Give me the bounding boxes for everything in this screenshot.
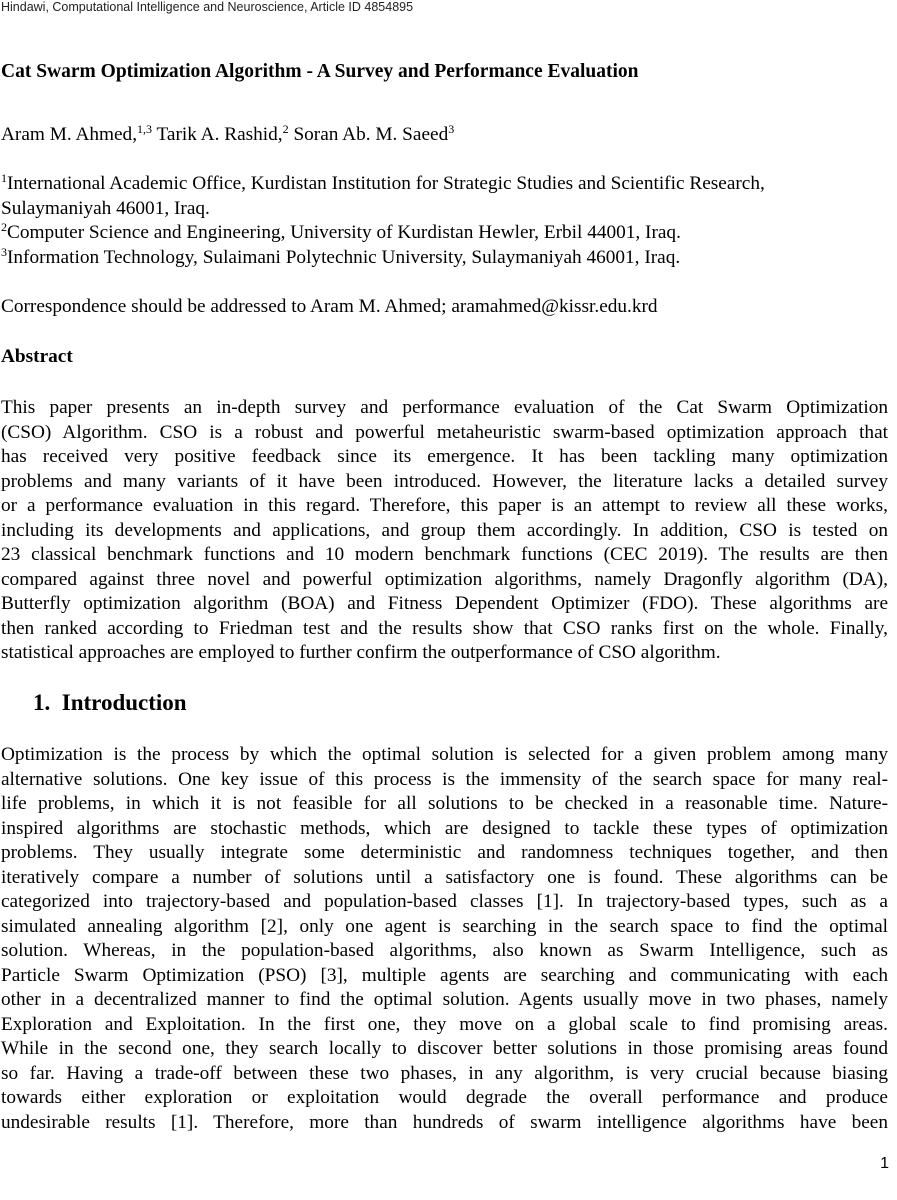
text-line: compared against three novel and powerful optimization algorithms, namely Dragonfly algorithm (DA), (1, 568, 888, 590)
text-line: This paper presents an in-depth survey and performance evaluation of the Cat Swarm Optimization (1, 397, 888, 418)
text-line: Particle Swarm Optimization (PSO) [3], multiple agents are searching and communicating with each (1, 964, 888, 986)
affiliation-mark: 1 (1, 171, 7, 185)
abstract-body (1, 396, 888, 666)
affiliation (1, 172, 765, 197)
paper-title: Cat Swarm Optimization Algorithm - A Survey and Performance Evaluation (1, 61, 639, 82)
text-line: life problems, in which it is not feasible for all solutions to be checked in a reasonable time. Nature- (1, 793, 888, 814)
affiliation-continued: Sulaymaniyah 46001, Iraq. (1, 197, 210, 219)
text-line: alternative solutions. One key issue of this process is the immensity of the search space for many real- (1, 768, 888, 790)
text-line: then ranked according to Friedman test and the results show that CSO ranks first on the whole. Finally, (1, 617, 888, 639)
author-list (1, 123, 454, 148)
text-line: statistical approaches are employed to further confirm the outperformance of CSO algorithm. (1, 642, 721, 663)
text-line: towards either exploration or exploitation would degrade the overall performance and produce (1, 1087, 888, 1108)
text-line: While in the second one, they search locally to discover better solutions in those promising areas found (1, 1038, 888, 1059)
text-line: Exploration and Exploitation. In the first one, they move on a global scale to find promising areas. (1, 1013, 888, 1035)
author-affiliation-mark: 1,3 (137, 122, 153, 136)
author-affiliation-mark: 3 (448, 122, 455, 136)
text-line: problems. They usually integrate some deterministic and randomness techniques together, and then (1, 842, 888, 863)
affiliation-text: Information Technology, Sulaimani Polytechnic University, Sulaymaniyah 46001, Iraq. (7, 246, 681, 268)
text-line: so far. Having a trade-off between these two phases, in any algorithm, is very crucial because biasing (1, 1062, 888, 1084)
author-name: Aram M. Ahmed, (1, 124, 138, 145)
affiliation-text: Computer Science and Engineering, University of Kurdistan Hewler, Erbil 44001, Iraq. (7, 222, 681, 243)
text-line: solution. Whereas, in the population-based algorithms, also known as Swarm Intelligence, such as (1, 940, 888, 961)
text-line: (CSO) Algorithm. CSO is a robust and powerful metaheuristic swarm-based optimization approach that (1, 421, 888, 443)
text-line: has received very positive feedback since its emergence. It has been tackling many optimization (1, 446, 888, 467)
author-affiliation-mark: 2 (282, 122, 289, 136)
text-line: including its developments and applications, and group them accordingly. In addition, CSO is tested on (1, 519, 888, 541)
affiliation (1, 221, 765, 246)
introduction-body (1, 743, 888, 1135)
text-line: problems and many variants of it have been introduced. However, the literature lacks a detailed survey (1, 470, 888, 492)
text-line: Optimization is the process by which the optimal solution is selected for a given problem among many (1, 744, 888, 765)
running-header: Hindawi, Computational Intelligence and Neuroscience, Article ID 4854895 (1, 0, 414, 14)
affiliation-mark: 3 (1, 244, 7, 259)
text-line: iteratively compare a number of solutions until a satisfactory one is found. These algorithms can be (1, 866, 888, 888)
author-name: Tarik A. Rashid, (152, 124, 283, 145)
text-line: inspired algorithms are stochastic methods, which are designed to tackle these types of optimization (1, 817, 888, 839)
text-line: undesirable results [1]. Therefore, more than hundreds of swarm intelligence algorithms have been (1, 1111, 888, 1133)
text-line: 23 classical benchmark functions and 10 modern benchmark functions (CEC 2019). The results are then (1, 544, 888, 565)
correspondence: Correspondence should be addressed to Aram M. Ahmed; aramahmed@kissr.edu.krd (1, 296, 658, 317)
text-line: simulated annealing algorithm [2], only one agent is searching in the search space to find the optimal (1, 915, 888, 937)
text-line: other in a decentralized manner to find the optimal solution. Agents usually move in two phases, namely (1, 989, 888, 1010)
text-line: Butterfly optimization algorithm (BOA) and Fitness Dependent Optimizer (FDO). These algorithms are (1, 593, 888, 614)
section-heading-introduction: 1. Introduction (33, 690, 187, 715)
author-name: Soran Ab. M. Saeed (288, 124, 449, 145)
abstract-heading: Abstract (1, 346, 73, 367)
affiliations (1, 172, 765, 270)
text-line: categorized into trajectory-based and population-based classes [1]. In trajectory-based types, such as a (1, 891, 888, 912)
affiliation-mark: 2 (1, 220, 7, 234)
page-number: 1 (880, 1155, 889, 1172)
affiliation-text: International Academic Office, Kurdistan Institution for Strategic Studies and Scientific Research, (7, 173, 765, 194)
affiliation (1, 246, 765, 271)
text-line: or a performance evaluation in this regard. Therefore, this paper is an attempt to review all these works, (1, 495, 888, 516)
